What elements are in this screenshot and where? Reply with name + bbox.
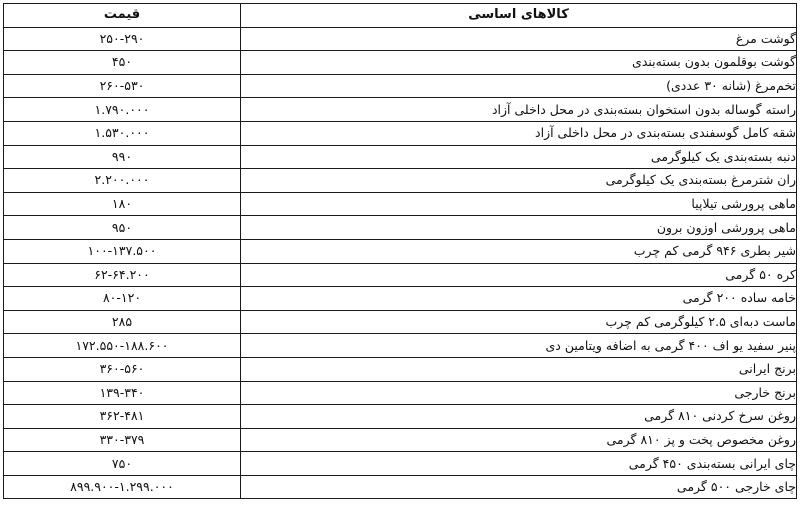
- table-row: [4, 287, 797, 311]
- header-price: قیمت: [4, 4, 241, 28]
- item-cell: گوشت بوقلمون بدون بسته‌بندی: [241, 51, 797, 75]
- table-row: [4, 381, 797, 405]
- table-row: [4, 357, 797, 381]
- price-cell: ۷۵۰: [4, 452, 241, 476]
- item-cell: برنج ایرانی: [241, 357, 797, 381]
- item-cell: کره ۵۰ گرمی: [241, 263, 797, 287]
- table-row: [4, 98, 797, 122]
- table-row: [4, 145, 797, 169]
- item-cell: روغن سرخ کردنی ۸۱۰ گرمی: [241, 405, 797, 429]
- price-cell: ۹۹۰: [4, 145, 241, 169]
- table-row: [4, 192, 797, 216]
- item-cell: شقه کامل گوسفندی بسته‌بندی در محل داخلی آزاد: [241, 121, 797, 145]
- item-cell: ماهی پرورشی اوزون برون: [241, 216, 797, 240]
- item-cell: چای ایرانی بسته‌بندی ۴۵۰ گرمی: [241, 452, 797, 476]
- price-cell: ۱۷۲.۵۵۰-۱۸۸.۶۰۰: [4, 334, 241, 358]
- table-row: [4, 51, 797, 75]
- table-row: [4, 169, 797, 193]
- price-table-container: [3, 3, 796, 499]
- table-header-row: [4, 4, 797, 28]
- item-cell: برنج خارجی: [241, 381, 797, 405]
- table-row: [4, 428, 797, 452]
- table-row: [4, 74, 797, 98]
- table-row: [4, 239, 797, 263]
- header-item: کالاهای اساسی: [241, 4, 797, 28]
- price-cell: ۳۳۰-۳۷۹: [4, 428, 241, 452]
- price-cell: ۲۸۵: [4, 310, 241, 334]
- item-cell: راسته گوساله بدون استخوان بسته‌بندی در محل داخلی آزاد: [241, 98, 797, 122]
- item-cell: ماهی پرورشی تیلاپیا: [241, 192, 797, 216]
- item-cell: ماست دبه‌ای ۲.۵ کیلوگرمی کم چرب: [241, 310, 797, 334]
- table-body: [4, 27, 797, 499]
- price-cell: ۱۳۹-۳۴۰: [4, 381, 241, 405]
- price-cell: ۱.۵۳۰.۰۰۰: [4, 121, 241, 145]
- price-cell: ۱.۷۹۰.۰۰۰: [4, 98, 241, 122]
- price-cell: ۸۰-۱۲۰: [4, 287, 241, 311]
- item-cell: ران شترمرغ بسته‌بندی یک کیلوگرمی: [241, 169, 797, 193]
- table-row: [4, 121, 797, 145]
- price-table: [3, 3, 797, 499]
- price-cell: ۸۹۹.۹۰۰-۱.۲۹۹.۰۰۰: [4, 475, 241, 499]
- item-cell: پنیر سفید یو اف ۴۰۰ گرمی به اضافه ویتامین دی: [241, 334, 797, 358]
- item-cell: خامه ساده ۲۰۰ گرمی: [241, 287, 797, 311]
- table-row: [4, 475, 797, 499]
- price-cell: ۲۵۰-۲۹۰: [4, 27, 241, 51]
- item-cell: شیر بطری ۹۴۶ گرمی کم چرب: [241, 239, 797, 263]
- table-row: [4, 310, 797, 334]
- item-cell: گوشت مرغ: [241, 27, 797, 51]
- table-row: [4, 27, 797, 51]
- item-cell: چای خارجی ۵۰۰ گرمی: [241, 475, 797, 499]
- item-cell: روغن مخصوص پخت و پز ۸۱۰ گرمی: [241, 428, 797, 452]
- price-cell: ۳۶۲-۴۸۱: [4, 405, 241, 429]
- table-row: [4, 263, 797, 287]
- price-cell: ۴۵۰: [4, 51, 241, 75]
- table-row: [4, 405, 797, 429]
- table-row: [4, 452, 797, 476]
- table-row: [4, 334, 797, 358]
- price-cell: ۱۰۰-۱۳۷.۵۰۰: [4, 239, 241, 263]
- price-cell: ۳۶۰-۵۶۰: [4, 357, 241, 381]
- table-row: [4, 216, 797, 240]
- price-cell: ۱۸۰: [4, 192, 241, 216]
- item-cell: دنبه بسته‌بندی یک کیلوگرمی: [241, 145, 797, 169]
- price-cell: ۹۵۰: [4, 216, 241, 240]
- price-cell: ۲.۲۰۰.۰۰۰: [4, 169, 241, 193]
- item-cell: تخم‌مرغ (شانه ۳۰ عددی): [241, 74, 797, 98]
- price-cell: ۲۶۰-۵۳۰: [4, 74, 241, 98]
- price-cell: ۶۲-۶۴.۲۰۰: [4, 263, 241, 287]
